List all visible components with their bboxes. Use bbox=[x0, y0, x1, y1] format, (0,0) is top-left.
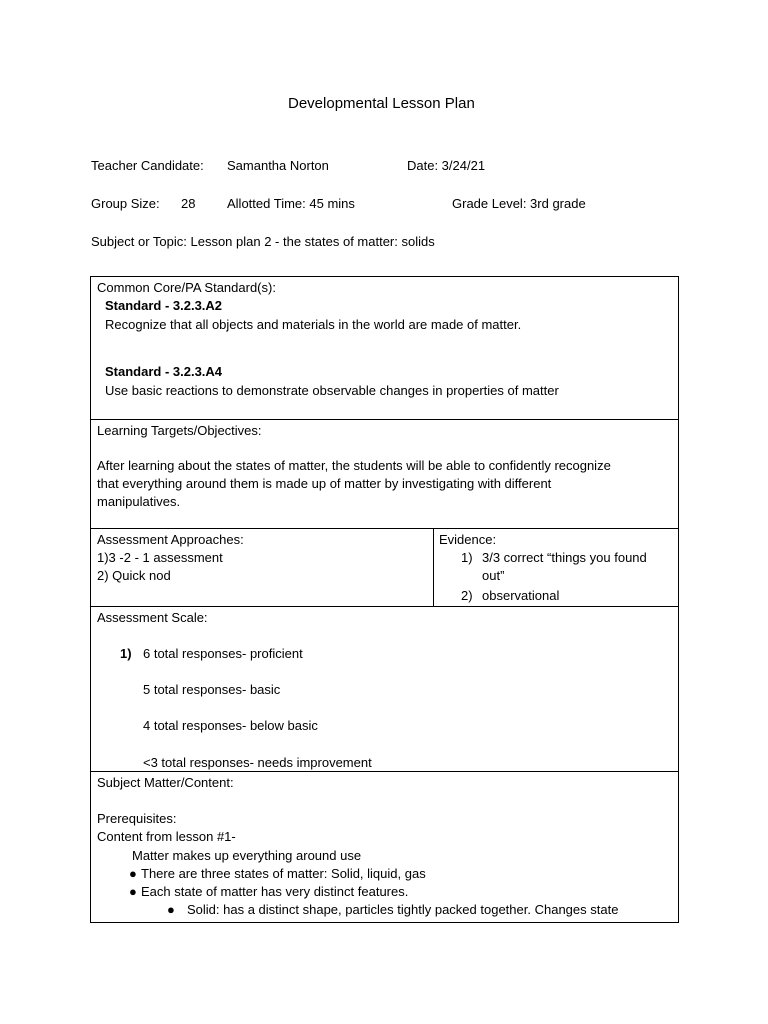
evidence-number: 1) bbox=[461, 550, 473, 565]
content-bullet: There are three states of matter: Solid, liquid, gas bbox=[141, 866, 426, 881]
content-bullet: Each state of matter has very distinct features. bbox=[141, 884, 409, 899]
evidence-number: 2) bbox=[461, 588, 473, 603]
scale-line: <3 total responses- needs improvement bbox=[143, 755, 372, 770]
page-title: Developmental Lesson Plan bbox=[288, 95, 475, 112]
objectives-line: manipulatives. bbox=[97, 494, 181, 509]
bullet-icon: ● bbox=[167, 902, 175, 917]
lesson-date: Date: 3/24/21 bbox=[407, 158, 486, 173]
content-line: Matter makes up everything around use bbox=[132, 848, 362, 863]
subject-topic: Subject or Topic: Lesson plan 2 - the states of matter: solids bbox=[91, 234, 435, 249]
scale-line: 6 total responses- proficient bbox=[143, 646, 303, 661]
evidence-text: observational bbox=[482, 588, 560, 603]
teacher-name: Samantha Norton bbox=[227, 158, 329, 173]
teacher-label: Teacher Candidate: bbox=[91, 158, 204, 173]
bullet-icon: ● bbox=[129, 884, 137, 899]
standard-code: Standard - 3.2.3.A4 bbox=[105, 364, 223, 379]
prior-lesson-label: Content from lesson #1- bbox=[97, 829, 236, 844]
assessment-section bbox=[91, 529, 678, 607]
content-section bbox=[91, 772, 678, 922]
lesson-plan-table bbox=[90, 276, 679, 923]
standards-section bbox=[91, 277, 678, 420]
scale-line: 4 total responses- below basic bbox=[143, 718, 318, 733]
standard-code: Standard - 3.2.3.A2 bbox=[105, 298, 223, 313]
bullet-icon: ● bbox=[129, 866, 137, 881]
objectives-line: After learning about the states of matter, the students will be able to confidently recognize bbox=[97, 458, 611, 473]
standard-text: Recognize that all objects and materials in the world are made of matter. bbox=[105, 317, 522, 332]
scale-heading: Assessment Scale: bbox=[97, 610, 208, 625]
assessment-item: 2) Quick nod bbox=[97, 568, 171, 583]
content-sub-bullet: Solid: has a distinct shape, particles tightly packed together. Changes state bbox=[187, 902, 619, 917]
allotted-time: Allotted Time: 45 mins bbox=[227, 196, 355, 211]
group-size-value: 28 bbox=[181, 196, 196, 211]
scale-section bbox=[91, 607, 678, 772]
scale-line: 5 total responses- basic bbox=[143, 682, 281, 697]
column-divider bbox=[433, 529, 434, 607]
assessment-heading: Assessment Approaches: bbox=[97, 532, 244, 547]
group-size-label: Group Size: bbox=[91, 196, 160, 211]
grade-level: Grade Level: 3rd grade bbox=[452, 196, 586, 211]
standard-text: Use basic reactions to demonstrate observable changes in properties of matter bbox=[105, 383, 559, 398]
standards-heading: Common Core/PA Standard(s): bbox=[97, 280, 276, 295]
evidence-text: 3/3 correct “things you found bbox=[482, 550, 647, 565]
prerequisites-label: Prerequisites: bbox=[97, 811, 177, 826]
scale-number: 1) bbox=[120, 646, 132, 661]
objectives-heading: Learning Targets/Objectives: bbox=[97, 423, 262, 438]
content-heading: Subject Matter/Content: bbox=[97, 775, 234, 790]
evidence-heading: Evidence: bbox=[439, 532, 497, 547]
evidence-text: out” bbox=[482, 568, 505, 583]
objectives-section bbox=[91, 420, 678, 529]
objectives-line: that everything around them is made up of matter by investigating with different bbox=[97, 476, 552, 491]
assessment-item: 1)3 -2 - 1 assessment bbox=[97, 550, 223, 565]
